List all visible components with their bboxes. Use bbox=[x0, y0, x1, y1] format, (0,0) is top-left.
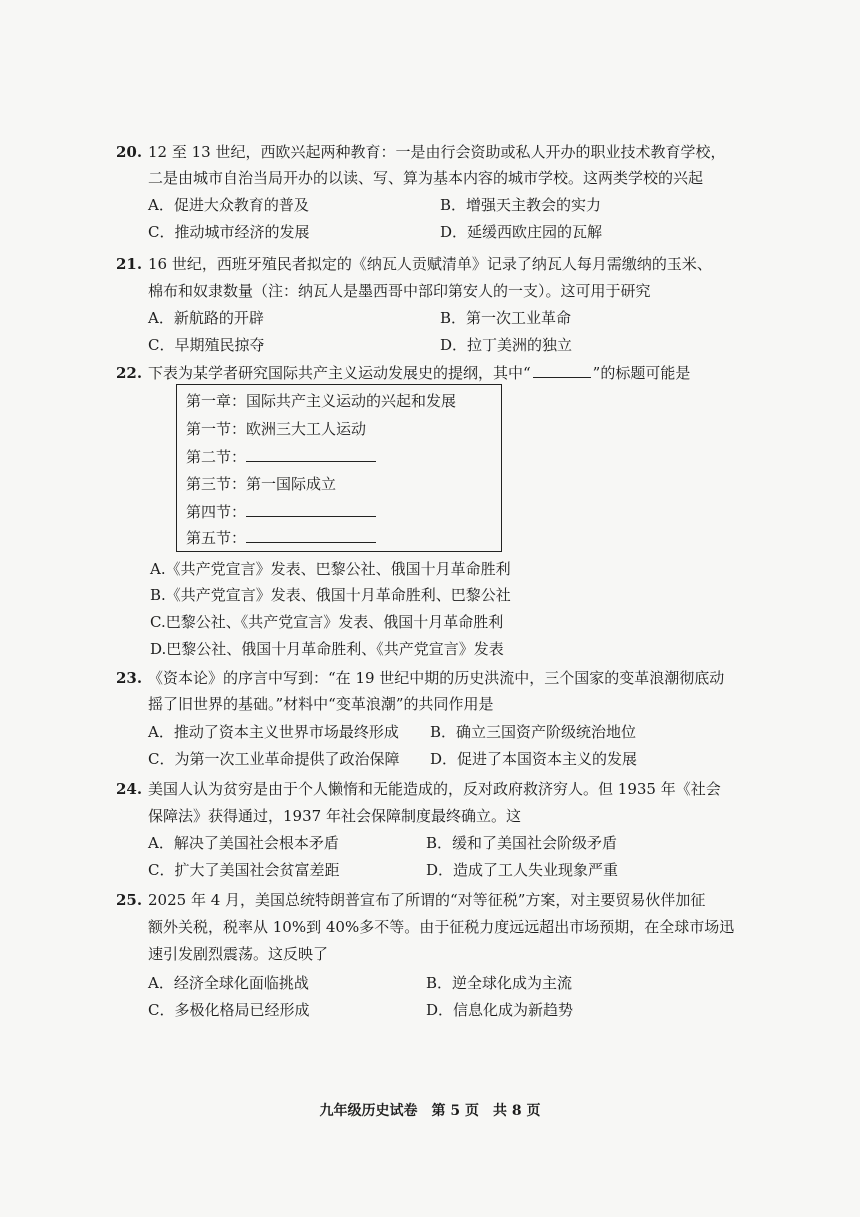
question-stem: 《资本论》的序言中写到：“在 19 世纪中期的历史洪流中，三个国家的变革浪潮彻底动 bbox=[148, 669, 725, 687]
option-d: D．信息化成为新趋势 bbox=[426, 1001, 574, 1019]
outline-section: 第一节：欧洲三大工人运动 bbox=[186, 420, 367, 438]
option-b: B．缓和了美国社会阶级矛盾 bbox=[426, 834, 618, 852]
question-stem: 美国人认为贫穷是由于个人懒惰和无能造成的，反对政府救济穷人。但 1935 年《社会 bbox=[148, 780, 721, 798]
question-stem: 摇了旧世界的基础。”材料中“变革浪潮”的共同作用是 bbox=[148, 695, 494, 713]
outline-blank bbox=[246, 528, 376, 543]
question-stem: 棉布和奴隶数量（注：纳瓦人是墨西哥中部印第安人的一支）。这可用于研究 bbox=[148, 282, 651, 300]
question-stem: 额外关税，税率从 10%到 40%多不等。由于征税力度远远超出市场预期，在全球市场迅 bbox=[148, 918, 735, 936]
question-number: 24. bbox=[116, 780, 143, 798]
option-b: B．增强天主教会的实力 bbox=[440, 196, 602, 214]
option-c: C.巴黎公社、《共产党宣言》发表、俄国十月革命胜利 bbox=[150, 613, 504, 631]
question-number: 21. bbox=[116, 255, 143, 273]
question-stem: 二是由城市自治当局开办的以读、写、算为基本内容的城市学校。这两类学校的兴起 bbox=[148, 169, 704, 187]
question-stem: 16 世纪，西班牙殖民者拟定的《纳瓦人贡赋清单》记录了纳瓦人每月需缴纳的玉米、 bbox=[148, 255, 712, 273]
outline-section: 第二节： bbox=[186, 447, 376, 467]
option-a: A．经济全球化面临挑战 bbox=[148, 974, 309, 992]
option-d: D．造成了工人失业现象严重 bbox=[426, 861, 619, 879]
option-a: A．新航路的开辟 bbox=[148, 309, 264, 327]
page-footer: 九年级历史试卷 第 5 页 共 8 页 bbox=[319, 1103, 541, 1119]
answer-blank bbox=[533, 365, 591, 378]
question-stem: 保障法》获得通过，1937 年社会保障制度最终确立。这 bbox=[148, 807, 521, 825]
option-d: D．促进了本国资本主义的发展 bbox=[430, 750, 638, 768]
question-stem: 速引发剧烈震荡。这反映了 bbox=[148, 945, 329, 963]
option-b: B．逆全球化成为主流 bbox=[426, 974, 573, 992]
option-b: B．第一次工业革命 bbox=[440, 309, 572, 327]
outline-section: 第四节： bbox=[186, 502, 376, 522]
question-stem: 2025 年 4 月，美国总统特朗普宣布了所谓的“对等征税”方案，对主要贸易伙伴加征 bbox=[148, 891, 706, 909]
outline-blank bbox=[246, 502, 376, 517]
option-b: B.《共产党宣言》发表、俄国十月革命胜利、巴黎公社 bbox=[150, 586, 511, 604]
outline-section: 第五节： bbox=[186, 528, 376, 548]
option-d: D．延缓西欧庄园的瓦解 bbox=[440, 223, 603, 241]
question-stem: 12 至 13 世纪，西欧兴起两种教育：一是由行会资助或私人开办的职业技术教育学校， bbox=[148, 143, 726, 161]
option-d: D.巴黎公社、俄国十月革命胜利、《共产党宣言》发表 bbox=[150, 640, 504, 658]
option-c: C．早期殖民掠夺 bbox=[148, 336, 265, 354]
question-number: 20. bbox=[116, 143, 143, 161]
question-number: 23. bbox=[116, 669, 143, 687]
question-number: 22. bbox=[116, 364, 143, 382]
option-d: D．拉丁美洲的独立 bbox=[440, 336, 573, 354]
option-c: C．多极化格局已经形成 bbox=[148, 1001, 310, 1019]
outline-section: 第三节：第一国际成立 bbox=[186, 475, 337, 493]
option-a: A.《共产党宣言》发表、巴黎公社、俄国十月革命胜利 bbox=[150, 560, 511, 578]
option-c: C．为第一次工业革命提供了政治保障 bbox=[148, 750, 400, 768]
option-c: C．扩大了美国社会贫富差距 bbox=[148, 861, 340, 879]
question-number: 25. bbox=[116, 891, 143, 909]
outline-chapter: 第一章：国际共产主义运动的兴起和发展 bbox=[186, 392, 457, 410]
outline-blank bbox=[246, 447, 376, 462]
option-a: A．解决了美国社会根本矛盾 bbox=[148, 834, 339, 852]
option-b: B．确立三国资产阶级统治地位 bbox=[430, 723, 637, 741]
option-a: A．促进大众教育的普及 bbox=[148, 196, 309, 214]
question-stem: 下表为某学者研究国际共产主义运动发展史的提纲，其中“ ”的标题可能是 bbox=[148, 364, 691, 382]
option-a: A．推动了资本主义世界市场最终形成 bbox=[148, 723, 399, 741]
option-c: C．推动城市经济的发展 bbox=[148, 223, 310, 241]
